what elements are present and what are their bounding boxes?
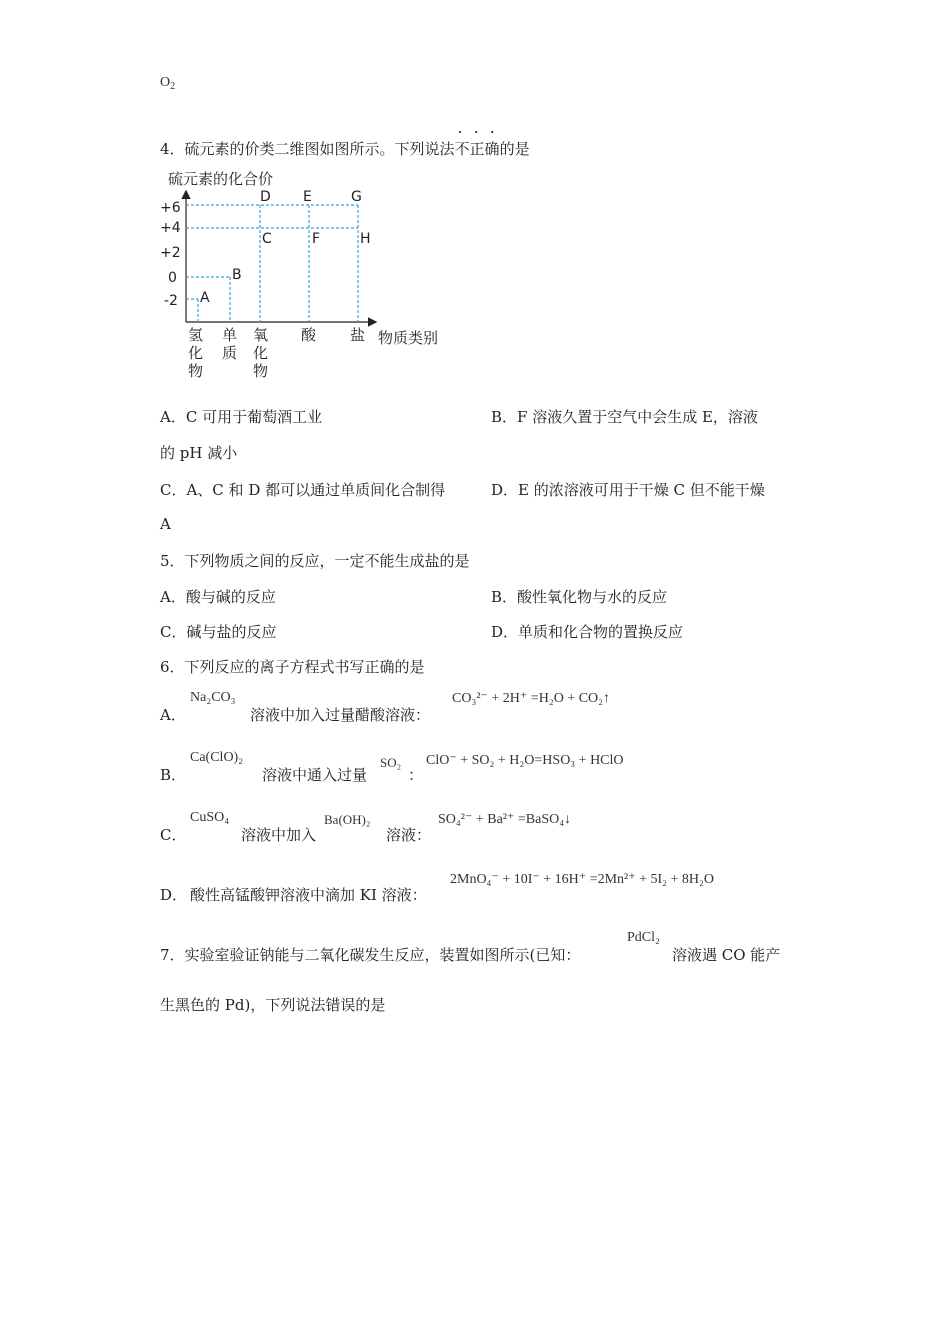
valence-chart xyxy=(150,162,470,387)
x-cat-salt: 盐 xyxy=(350,326,366,344)
top-formula: $O_2$ xyxy=(160,75,176,92)
point-C: C xyxy=(262,231,272,247)
x-cat-hydride-1: 氢 xyxy=(188,326,204,344)
q4-option-b-cont: 的 pH 减小 xyxy=(160,444,238,462)
q6-c-formula2: Ba(OH)₂ xyxy=(324,812,371,827)
point-H: H xyxy=(360,231,371,247)
x-cat-element-2: 质 xyxy=(222,344,238,362)
q6-a-text: 溶液中加入过量醋酸溶液： xyxy=(250,706,431,724)
q6-option-b-label: B． xyxy=(160,766,187,784)
q6-b-formula2: SO₂ xyxy=(380,755,402,770)
q5-option-b: B．酸性氧化物与水的反应 xyxy=(491,588,668,606)
point-D: D xyxy=(260,189,271,205)
q4-option-c: C．A、C 和 D 都可以通过单质间化合制得 xyxy=(160,481,446,499)
x-cat-acid: 酸 xyxy=(301,326,317,344)
q4-stem: 4．硫元素的价类二维图如图所示。下列说法 ... 不正确的是 xyxy=(160,118,530,158)
q6-c-text2: 溶液： xyxy=(386,826,432,844)
q6-a-equation: CO₃²⁻ + 2H⁺ =H₂O + CO₂↑ xyxy=(452,691,611,706)
q6-b-text: 溶液中通入过量 xyxy=(262,766,368,784)
tick-zero: 0 xyxy=(168,270,177,286)
q6-d-equation: 2MnO₄⁻ + 10I⁻ + 16H⁺ =2Mn²⁺ + 5I₂ + 8H₂O xyxy=(450,872,715,887)
x-cat-hydride-3: 物 xyxy=(188,362,204,380)
q7-stem-line2: 生黑色的 Pd)，下列说法错误的是 xyxy=(160,996,386,1014)
q4-option-b: B．F 溶液久置于空气中会生成 E，溶液 xyxy=(491,408,758,426)
point-A: A xyxy=(200,290,210,306)
tick-plus4: +4 xyxy=(160,220,181,236)
q6-option-d-label: D． xyxy=(160,886,188,904)
q4-option-d: D．E 的浓溶液可用于干燥 C 但不能干燥 xyxy=(491,481,765,499)
x-cat-element-1: 单 xyxy=(222,326,238,344)
q6-a-formula: Na₂CO₃ xyxy=(190,690,236,705)
q5-option-a: A．酸与碱的反应 xyxy=(160,588,276,606)
q6-option-a-label: A． xyxy=(160,706,186,724)
q4-option-d-cont: A xyxy=(160,515,171,533)
q5-option-c: C．碱与盐的反应 xyxy=(160,623,277,641)
q6-b-formula: Ca(ClO)₂ xyxy=(190,750,244,765)
y-axis-title: 硫元素的化合价 xyxy=(168,170,274,188)
q6-c-text: 溶液中加入 xyxy=(241,826,317,844)
x-cat-oxide-2: 化 xyxy=(253,344,269,362)
q6-option-c-label: C． xyxy=(160,826,187,844)
q7-stem-cont: 溶液遇 CO 能产 xyxy=(672,946,781,964)
x-axis-title: 物质类别 xyxy=(378,329,439,347)
q6-c-equation: SO₄²⁻ + Ba²⁺ =BaSO₄↓ xyxy=(438,812,572,827)
x-cat-oxide-3: 物 xyxy=(253,362,269,380)
tick-plus6: +6 xyxy=(160,200,181,216)
guide-lines xyxy=(186,205,358,322)
q7-stem: 7．实验室验证钠能与二氧化碳发生反应，装置如图所示(已知： xyxy=(160,946,581,964)
q4-option-a: A．C 可用于葡萄酒工业 xyxy=(160,408,323,426)
point-B: B xyxy=(232,267,242,283)
q5-option-d: D．单质和化合物的置换反应 xyxy=(491,623,684,641)
tick-plus2: +2 xyxy=(160,245,181,261)
q6-stem: 6．下列反应的离子方程式书写正确的是 xyxy=(160,658,425,676)
q6-b-colon: ： xyxy=(408,766,424,784)
q7-formula: PdCl₂ xyxy=(627,930,660,945)
emphasis-dots: ... xyxy=(457,118,506,137)
point-F: F xyxy=(312,231,321,247)
q6-b-equation: ClO⁻ + SO₂ + H₂O=HSO₃ + HClO xyxy=(426,753,624,768)
q5-stem: 5．下列物质之间的反应，一定不能生成盐的是 xyxy=(160,552,470,570)
x-cat-hydride-2: 化 xyxy=(188,344,204,362)
x-cat-oxide-1: 氧 xyxy=(253,326,269,344)
q6-c-formula: CuSO₄ xyxy=(190,810,230,825)
tick-minus2: -2 xyxy=(164,293,178,309)
point-E: E xyxy=(303,189,312,205)
q6-d-text: 酸性高锰酸钾溶液中滴加 KI 溶液： xyxy=(190,886,427,904)
point-G: G xyxy=(351,189,362,205)
